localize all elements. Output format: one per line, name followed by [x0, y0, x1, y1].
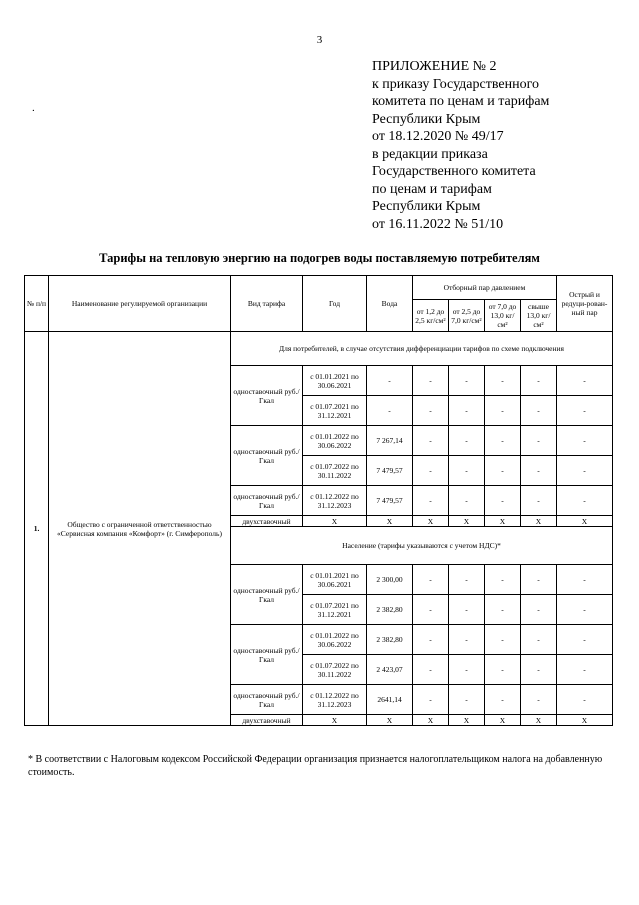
- sharp-steam-value: -: [557, 655, 613, 685]
- sharp-steam-value: -: [557, 456, 613, 486]
- steam-p4-value: -: [521, 426, 557, 456]
- steam-p2-value: -: [449, 565, 485, 595]
- steam-p1-value: -: [413, 486, 449, 516]
- steam-p1-value: -: [413, 565, 449, 595]
- steam-p3-value: -: [485, 426, 521, 456]
- steam-p1-value: -: [413, 685, 449, 715]
- period: с 01.07.2021 по 31.12.2021: [303, 396, 367, 426]
- steam-p2-value: -: [449, 426, 485, 456]
- water-value: 2 382,80: [367, 625, 413, 655]
- sharp-steam-value: -: [557, 565, 613, 595]
- steam-p2-value: -: [449, 396, 485, 426]
- water-value: -: [367, 366, 413, 396]
- steam-p3-value: -: [485, 625, 521, 655]
- water-value: 7 479,57: [367, 456, 413, 486]
- water-value: 2 382,80: [367, 595, 413, 625]
- steam-p2-value: -: [449, 685, 485, 715]
- water-value: 7 267,14: [367, 426, 413, 456]
- period: с 01.12.2022 по 31.12.2023: [303, 685, 367, 715]
- period: X: [303, 516, 367, 527]
- stray-mark: .: [32, 102, 35, 114]
- period: с 01.07.2021 по 31.12.2021: [303, 595, 367, 625]
- period: с 01.01.2022 по 30.06.2022: [303, 426, 367, 456]
- steam-p1-value: -: [413, 595, 449, 625]
- steam-p4-value: -: [521, 565, 557, 595]
- sharp-steam-value: -: [557, 426, 613, 456]
- tariff-type: одноставочный руб./Гкал: [231, 565, 303, 625]
- steam-p2-value: X: [449, 516, 485, 527]
- steam-p4-value: -: [521, 396, 557, 426]
- header-pressure-2: от 2,5 до 7,0 кг/см²: [449, 300, 485, 332]
- steam-p3-value: -: [485, 565, 521, 595]
- appendix-line: Государственного комитета: [372, 164, 536, 179]
- header-pressure-4: свыше 13,0 кг/см²: [521, 300, 557, 332]
- period: с 01.07.2022 по 30.11.2022: [303, 456, 367, 486]
- steam-p3-value: -: [485, 655, 521, 685]
- appendix-line: Республики Крым: [372, 111, 481, 127]
- steam-p2-value: -: [449, 366, 485, 396]
- steam-p2-value: X: [449, 715, 485, 726]
- steam-p3-value: X: [485, 715, 521, 726]
- steam-p4-value: -: [521, 486, 557, 516]
- footnote: * В соответствии с Налоговым кодексом Российской Федерации организация признается налогоплательщиком налога на добавленную стоимость.: [28, 754, 603, 778]
- header-pressure-1: от 1,2 до 2,5 кг/см²: [413, 300, 449, 332]
- appendix-line: в редакции приказа: [372, 146, 488, 162]
- water-value: 2641,14: [367, 685, 413, 715]
- steam-p3-value: -: [485, 456, 521, 486]
- page-number: 3: [316, 34, 323, 46]
- steam-p1-value: -: [413, 366, 449, 396]
- row-number: 1.: [25, 332, 49, 726]
- steam-p4-value: -: [521, 625, 557, 655]
- water-value: -: [367, 396, 413, 426]
- sharp-steam-value: X: [557, 516, 613, 527]
- sharp-steam-value: X: [557, 715, 613, 726]
- section-title: Для потребителей, в случае отсутствия дифференциации тарифов по схеме подключения: [231, 332, 613, 366]
- water-value: X: [367, 715, 413, 726]
- sharp-steam-value: -: [557, 625, 613, 655]
- header-pressure-3: от 7,0 до 13,0 кг/см²: [485, 300, 521, 332]
- water-value: 2 300,00: [367, 565, 413, 595]
- organization-name: Общество с ограниченной ответственностью «Сервисная компания «Комфорт» (г. Симферополь): [49, 332, 231, 726]
- appendix-line: Республики Крым: [372, 199, 481, 214]
- appendix-line: комитета по ценам и тарифам: [372, 94, 550, 109]
- header-sharp-steam: Острый и редуци-рован-ный пар: [557, 276, 613, 332]
- appendix-line: от 18.12.2020 № 49/17: [372, 129, 504, 144]
- tariff-type: одноставочный руб./Гкал: [231, 685, 303, 715]
- steam-p2-value: -: [449, 625, 485, 655]
- tariff-type: одноставочный руб./Гкал: [231, 426, 303, 486]
- tariff-type: двухставочный: [231, 715, 303, 726]
- steam-p1-value: -: [413, 655, 449, 685]
- steam-p2-value: -: [449, 486, 485, 516]
- header-steam: Отборный пар давлением: [413, 276, 557, 300]
- appendix-line: к приказу Государственного: [372, 76, 539, 92]
- water-value: X: [367, 516, 413, 527]
- tariff-type: одноставочный руб./Гкал: [231, 625, 303, 685]
- sharp-steam-value: -: [557, 486, 613, 516]
- water-value: 7 479,57: [367, 486, 413, 516]
- steam-p1-value: X: [413, 516, 449, 527]
- sharp-steam-value: -: [557, 685, 613, 715]
- sharp-steam-value: -: [557, 366, 613, 396]
- steam-p4-value: -: [521, 366, 557, 396]
- steam-p3-value: -: [485, 396, 521, 426]
- steam-p3-value: -: [485, 595, 521, 625]
- steam-p2-value: -: [449, 456, 485, 486]
- steam-p1-value: -: [413, 426, 449, 456]
- sharp-steam-value: -: [557, 595, 613, 625]
- tariff-type: одноставочный руб./Гкал: [231, 366, 303, 426]
- header-org: Наименование регулируемой организации: [49, 276, 231, 332]
- steam-p1-value: -: [413, 456, 449, 486]
- appendix-header: [372, 58, 622, 233]
- period: с 01.12.2022 по 31.12.2023: [303, 486, 367, 516]
- tariff-type: одноставочный руб./Гкал: [231, 486, 303, 516]
- steam-p2-value: -: [449, 655, 485, 685]
- period: с 01.01.2021 по 30.06.2021: [303, 565, 367, 595]
- tariff-type: двухставочный: [231, 516, 303, 527]
- steam-p3-value: -: [485, 685, 521, 715]
- period: с 01.07.2022 по 30.11.2022: [303, 655, 367, 685]
- steam-p4-value: -: [521, 685, 557, 715]
- appendix-line: от 16.11.2022 № 51/10: [372, 216, 504, 232]
- section-title: Население (тарифы указываются с учетом НДС)*: [231, 527, 613, 565]
- steam-p4-value: X: [521, 516, 557, 527]
- steam-p3-value: X: [485, 516, 521, 527]
- water-value: 2 423,07: [367, 655, 413, 685]
- header-year: Год: [303, 276, 367, 332]
- steam-p1-value: -: [413, 396, 449, 426]
- period: X: [303, 715, 367, 726]
- steam-p4-value: -: [521, 456, 557, 486]
- header-tariff-type: Вид тарифа: [231, 276, 303, 332]
- steam-p1-value: X: [413, 715, 449, 726]
- period: с 01.01.2022 по 30.06.2022: [303, 625, 367, 655]
- steam-p4-value: -: [521, 595, 557, 625]
- steam-p2-value: -: [449, 595, 485, 625]
- tariff-table: [24, 275, 613, 726]
- period: с 01.01.2021 по 30.06.2021: [303, 366, 367, 396]
- steam-p4-value: X: [521, 715, 557, 726]
- steam-p4-value: -: [521, 655, 557, 685]
- appendix-line: по ценам и тарифам: [372, 181, 492, 197]
- steam-p3-value: -: [485, 366, 521, 396]
- steam-p3-value: -: [485, 486, 521, 516]
- appendix-line: ПРИЛОЖЕНИЕ № 2: [372, 59, 497, 74]
- header-num: № п/п: [25, 276, 49, 332]
- document-title: Тарифы на тепловую энергию на подогрев воды поставляемую потребителям: [99, 251, 540, 265]
- header-water: Вода: [367, 276, 413, 332]
- steam-p1-value: -: [413, 625, 449, 655]
- sharp-steam-value: -: [557, 396, 613, 426]
